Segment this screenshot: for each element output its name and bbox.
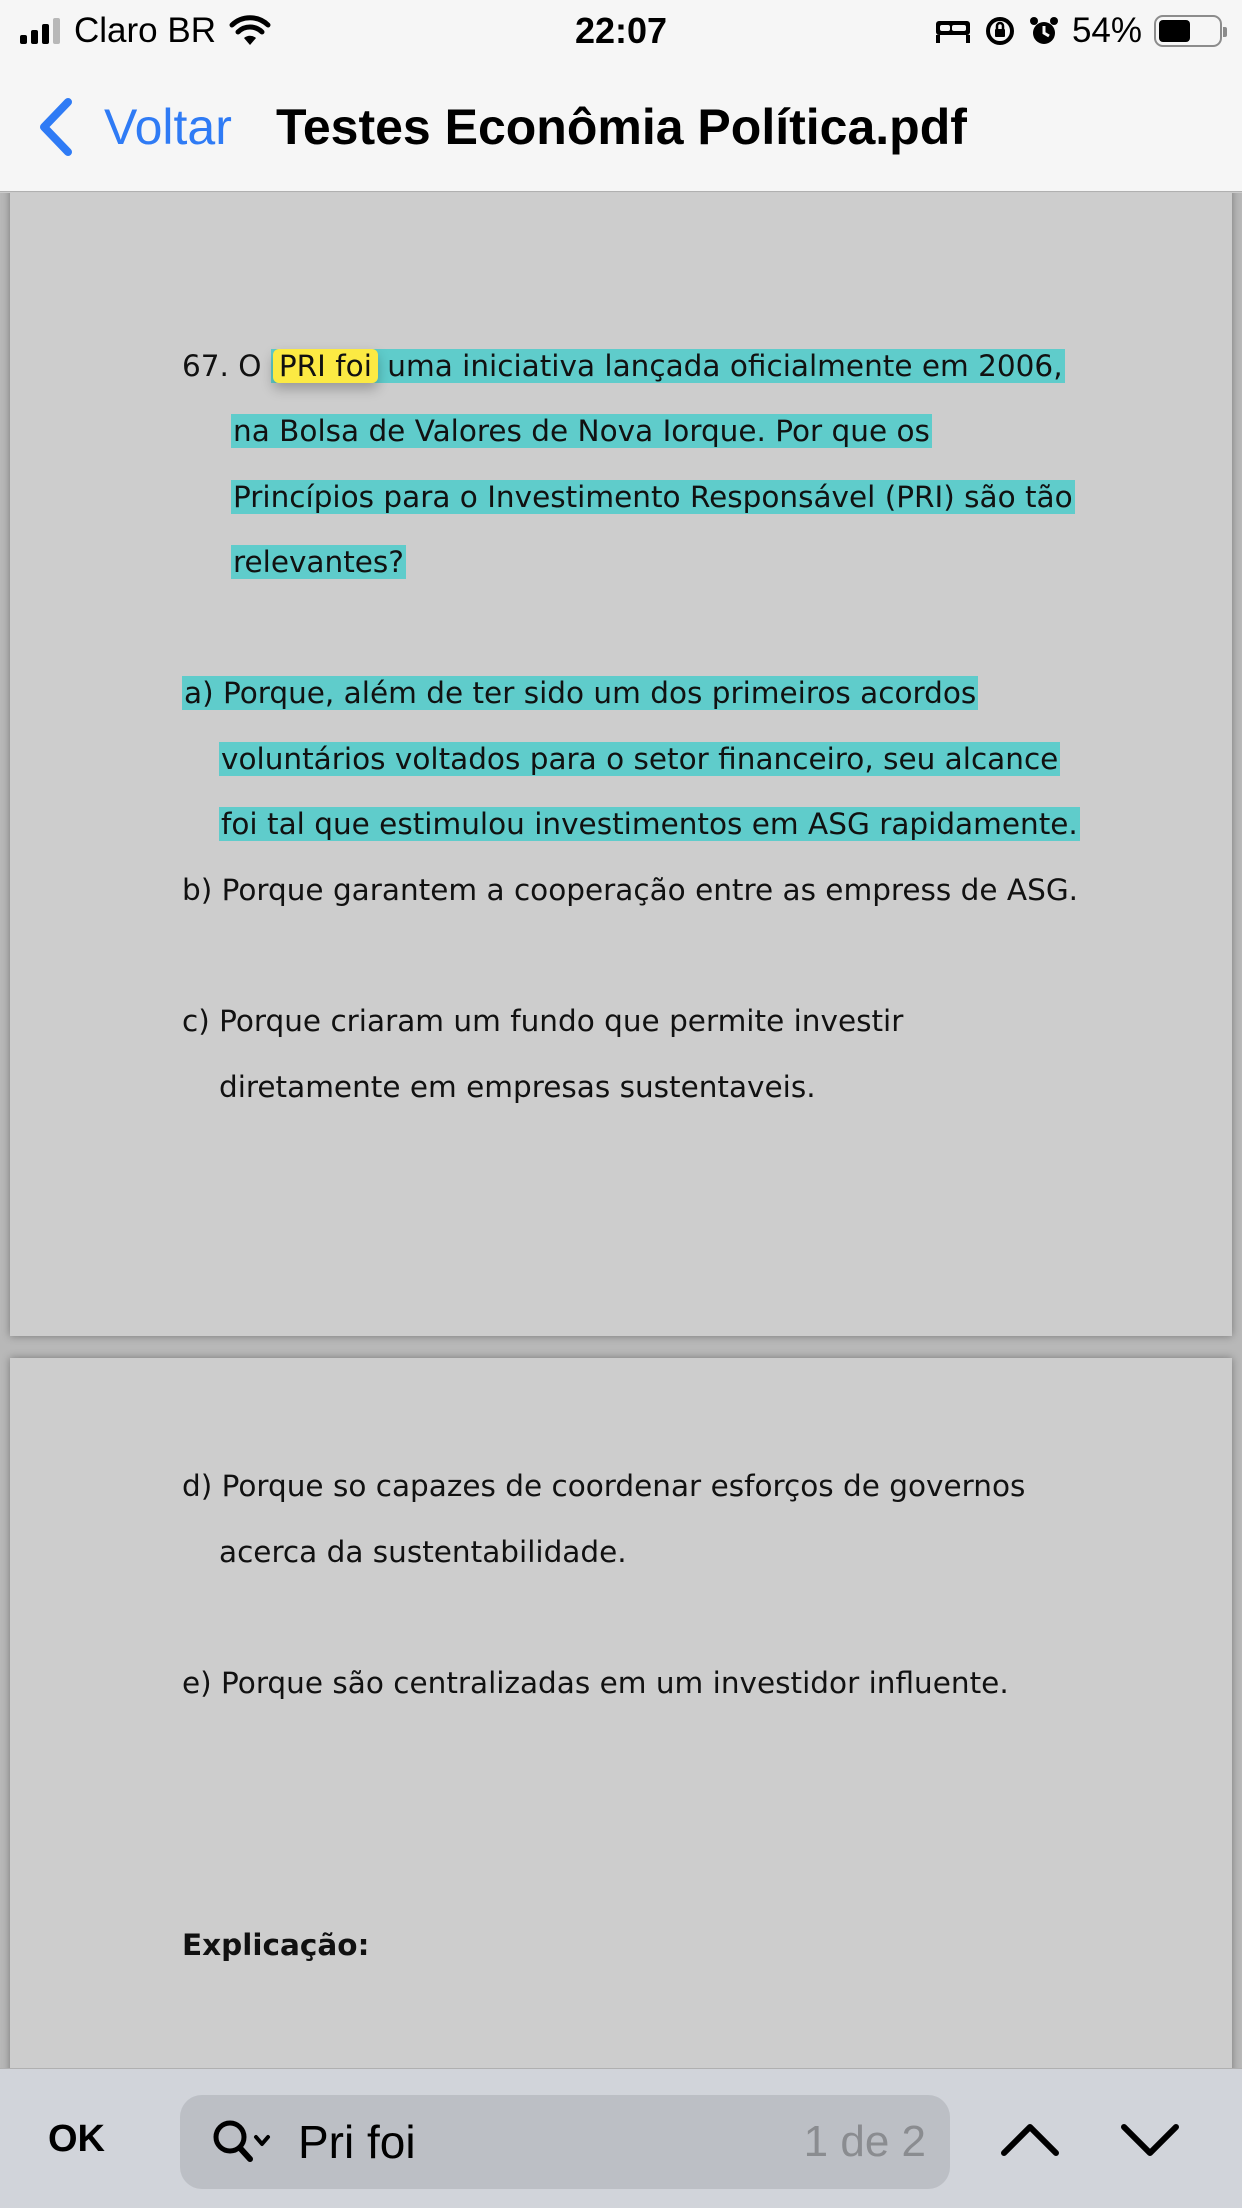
option-a-line-3-text: foi tal que estimulou investimentos em ASG rapidamente.: [221, 807, 1078, 841]
question-line-2[interactable]: [231, 409, 932, 453]
status-right: [934, 10, 1222, 52]
option-a-line-3[interactable]: [219, 802, 1080, 846]
match-count: 1 de 2: [803, 2117, 926, 2166]
question-line-4-text: relevantes?: [233, 545, 404, 579]
question-line-1[interactable]: [182, 344, 1065, 388]
option-d-line-2[interactable]: acerca da sustentabilidade.: [219, 1535, 627, 1569]
search-options-button[interactable]: [210, 2117, 274, 2167]
option-a-line-2-text: voluntários voltados para o setor financeiro, seu alcance: [221, 742, 1059, 776]
back-label: Voltar: [104, 99, 232, 155]
question-line-4[interactable]: [231, 540, 406, 584]
nav-bar: [0, 62, 1242, 192]
question-line-2-text: na Bolsa de Valores de Nova Iorque. Por que os: [233, 414, 930, 448]
option-d-line-1[interactable]: d) Porque so capazes de coordenar esforços de governos: [182, 1469, 1026, 1503]
option-a-line-1[interactable]: [182, 671, 978, 715]
carrier-label: Claro BR: [74, 11, 216, 50]
previous-match-button[interactable]: [998, 2109, 1062, 2169]
alarm-icon: [1028, 15, 1060, 47]
option-c-line-1[interactable]: c) Porque criaram um fundo que permite investir: [182, 1004, 904, 1038]
pdf-page: [10, 1358, 1232, 2068]
bed-icon: [934, 17, 972, 45]
battery-icon: [1154, 15, 1222, 47]
chevron-left-icon: [36, 96, 76, 158]
question-number: 67. O: [182, 349, 271, 383]
rotation-lock-icon: [984, 15, 1016, 47]
document-title: Testes Econômia Política.pdf: [276, 99, 967, 155]
option-b[interactable]: b) Porque garantem a cooperação entre as empress de ASG.: [182, 873, 1079, 907]
chevron-up-icon: [998, 2109, 1062, 2169]
search-icon: [210, 2117, 274, 2167]
search-input[interactable]: [180, 2095, 950, 2189]
question-line-1-rest: uma iniciativa lançada oficialmente em 2006,: [377, 349, 1063, 383]
search-query: Pri foi: [298, 2116, 416, 2168]
find-bar: [0, 2068, 1242, 2208]
chevron-down-icon: [1118, 2109, 1182, 2169]
status-bar: [0, 0, 1242, 62]
question-line-3-text: Princípios para o Investimento Responsável (PRI) são tão: [233, 480, 1073, 514]
option-e[interactable]: e) Porque são centralizadas em um investidor influente.: [182, 1666, 1009, 1700]
explanation-label[interactable]: Explicação:: [182, 1928, 370, 1962]
search-match-highlight: PRI foi: [273, 349, 378, 383]
option-c-line-2[interactable]: diretamente em empresas sustentaveis.: [219, 1070, 816, 1104]
question-line-3[interactable]: [231, 475, 1075, 519]
option-a-line-1-text: a) Porque, além de ter sido um dos primeiros acordos: [184, 676, 977, 710]
next-match-button[interactable]: [1118, 2109, 1182, 2169]
battery-percent: 54%: [1071, 11, 1142, 50]
option-a-line-2[interactable]: [219, 737, 1060, 781]
clock: 22:07: [574, 10, 668, 51]
pdf-viewer[interactable]: [0, 193, 1242, 2068]
back-button[interactable]: [36, 92, 232, 162]
pdf-page: [10, 193, 1232, 1336]
ok-button[interactable]: OK: [48, 2118, 105, 2160]
